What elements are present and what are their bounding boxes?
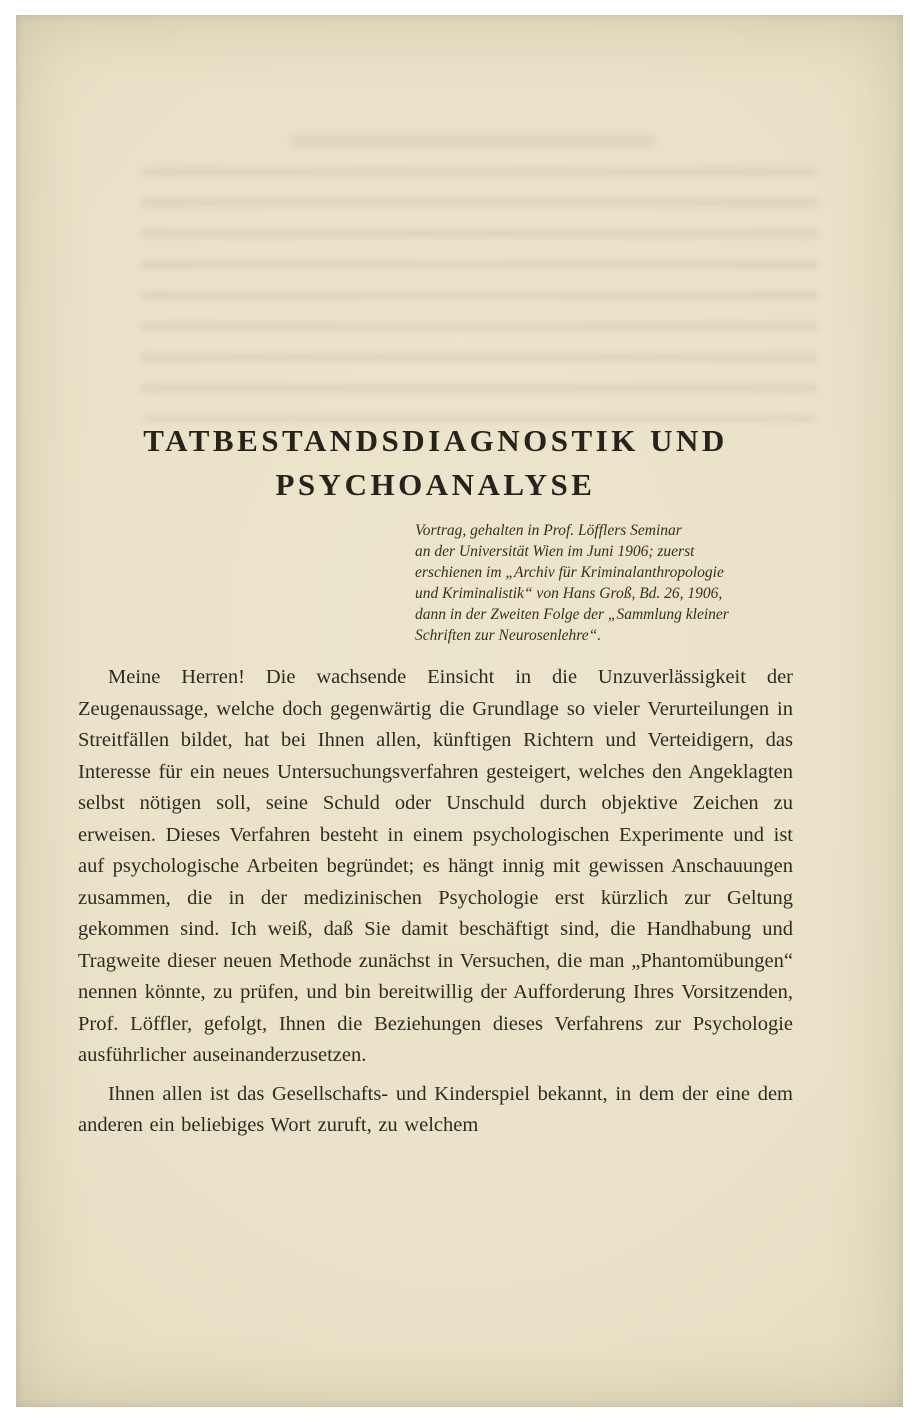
chapter-title — [78, 419, 793, 507]
chapter-title-line-1: TATBESTANDSDIAGNOSTIK UND — [143, 423, 728, 458]
source-note-line: erschienen im „Archiv für Kriminalanthropologie — [415, 564, 724, 581]
source-note-line: dann in der Zweiten Folge der „Sammlung kleiner — [415, 606, 729, 623]
source-note — [415, 520, 793, 646]
source-note-line: Vortrag, gehalten in Prof. Löfflers Seminar — [415, 522, 682, 539]
bleedthrough-ghost-text — [141, 167, 818, 422]
body-paragraph: Ihnen allen ist das Gesellschafts- und Kinderspiel bekannt, in dem der eine dem anderen ein beliebiges Wort zuruft, zu welchem — [78, 1082, 793, 1136]
body-paragraph: Meine Herren! Die wachsende Einsicht in die Unzuverlässigkeit der Zeugenaussage, welche doch gegenwärtig die Grundlage so vieler Verurteilungen in Streitfällen bildet, hat bei Ihnen allen, künftigen Richtern und Verteidigern, das Interesse für ein neues Untersuchungsverfahren gesteigert, welches den Angeklagten selbst nötigen soll, seine Schuld oder Unschuld durch objektive Zeichen zu erweisen. Dieses Verfahren besteht in einem psychologischen Experimente und ist auf psychologische Arbeiten begründet; es hängt innig mit gewissen Anschauungen zusammen, die in der medizinischen Psychologie erst kürzlich zur Geltung gekommen sind. Ich weiß, daß Sie damit beschäftigt sind, die Handhabung und Tragweite dieser neuen Methode zunächst in Versuchen, die man „Phantomübungen“ nennen könnte, zu prüfen, und bin bereitwillig der Aufforderung Ihres Vorsitzenden, Prof. Löffler, gefolgt, Ihnen die Beziehungen dieses Verfahrens zur Psychologie ausführlicher auseinanderzusetzen. — [78, 666, 793, 1066]
source-note-line: an der Universität Wien im Juni 1906; zuerst — [415, 543, 695, 560]
source-note-line: Schriften zur Neurosenlehre“. — [415, 627, 602, 644]
source-note-line: und Kriminalistik“ von Hans Groß, Bd. 26, 1906, — [415, 585, 723, 602]
chapter-title-line-2: PSYCHOANALYSE — [275, 467, 596, 502]
page-content — [78, 419, 793, 1142]
paper-page — [16, 15, 903, 1407]
